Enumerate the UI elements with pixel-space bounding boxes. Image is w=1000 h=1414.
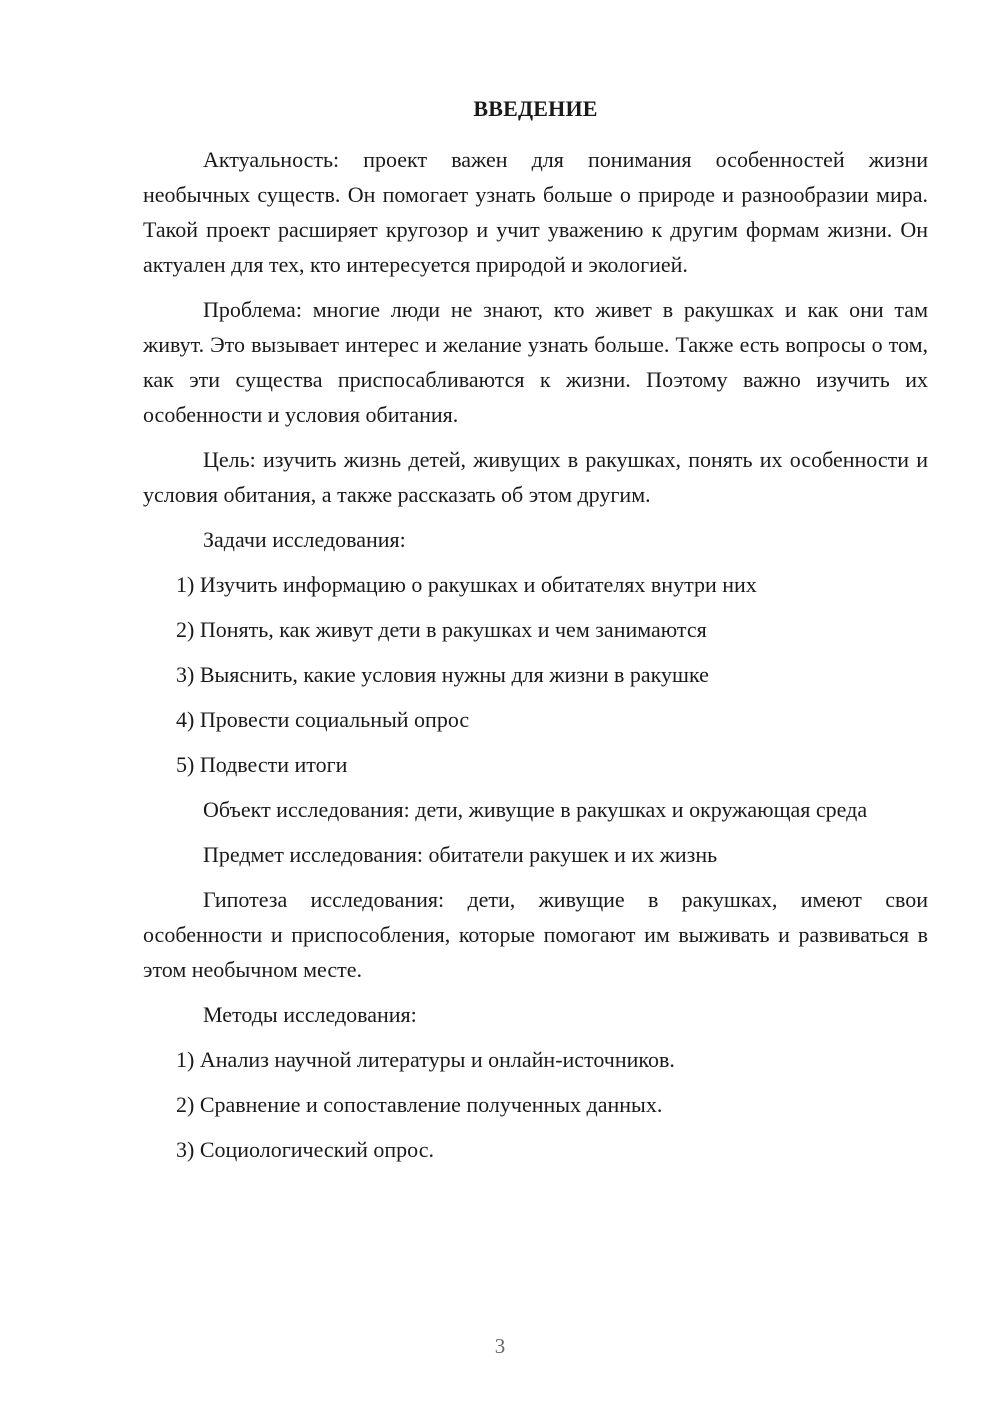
task-item: 2) Понять, как живут дети в ракушках и чем занимаются <box>176 617 707 642</box>
methods-list <box>143 1042 928 1167</box>
method-item: 1) Анализ научной литературы и онлайн-источников. <box>176 1047 675 1072</box>
method-item: 2) Сравнение и сопоставление полученных данных. <box>176 1092 663 1117</box>
subject-paragraph: Предмет исследования: обитатели ракушек и их жизнь <box>203 842 718 867</box>
document-page <box>143 92 928 1177</box>
tasks-list <box>143 567 928 782</box>
task-item: 5) Подвести итоги <box>176 752 348 777</box>
method-item: 3) Социологический опрос. <box>176 1137 434 1162</box>
task-item: 3) Выяснить, какие условия нужны для жизни в ракушке <box>176 662 709 687</box>
problem-paragraph: Проблема: многие люди не знают, кто живет в ракушках и как они там живут. Это вызывает интерес и желание узнать больше. Также есть вопросы о том, как эти существа приспосабливаются к жизни. Поэтому важно изучить их особенности и условия обитания. <box>143 297 928 427</box>
hypothesis-paragraph: Гипотеза исследования: дети, живущие в ракушках, имеют свои особенности и приспособления, которые помогают им выживать и развиваться в этом необычном месте. <box>143 887 928 982</box>
tasks-heading: Задачи исследования: <box>203 527 406 552</box>
page-number: 3 <box>494 1334 506 1358</box>
relevance-paragraph: Актуальность: проект важен для понимания особенностей жизни необычных существ. Он помогает узнать больше о природе и разнообразии мира. Такой проект расширяет кругозор и учит уважению к другим формам жизни. Он актуален для тех, кто интересуется природой и экологией. <box>143 147 928 277</box>
object-paragraph: Объект исследования: дети, живущие в ракушках и окружающая среда <box>203 797 868 822</box>
task-item: 4) Провести социальный опрос <box>176 707 470 732</box>
methods-heading: Методы исследования: <box>203 1002 417 1027</box>
task-item: 1) Изучить информацию о ракушках и обитателях внутри них <box>176 572 757 597</box>
goal-paragraph: Цель: изучить жизнь детей, живущих в ракушках, понять их особенности и условия обитания, а также рассказать об этом другим. <box>143 447 928 507</box>
page-title: ВВЕДЕНИЕ <box>473 96 598 121</box>
